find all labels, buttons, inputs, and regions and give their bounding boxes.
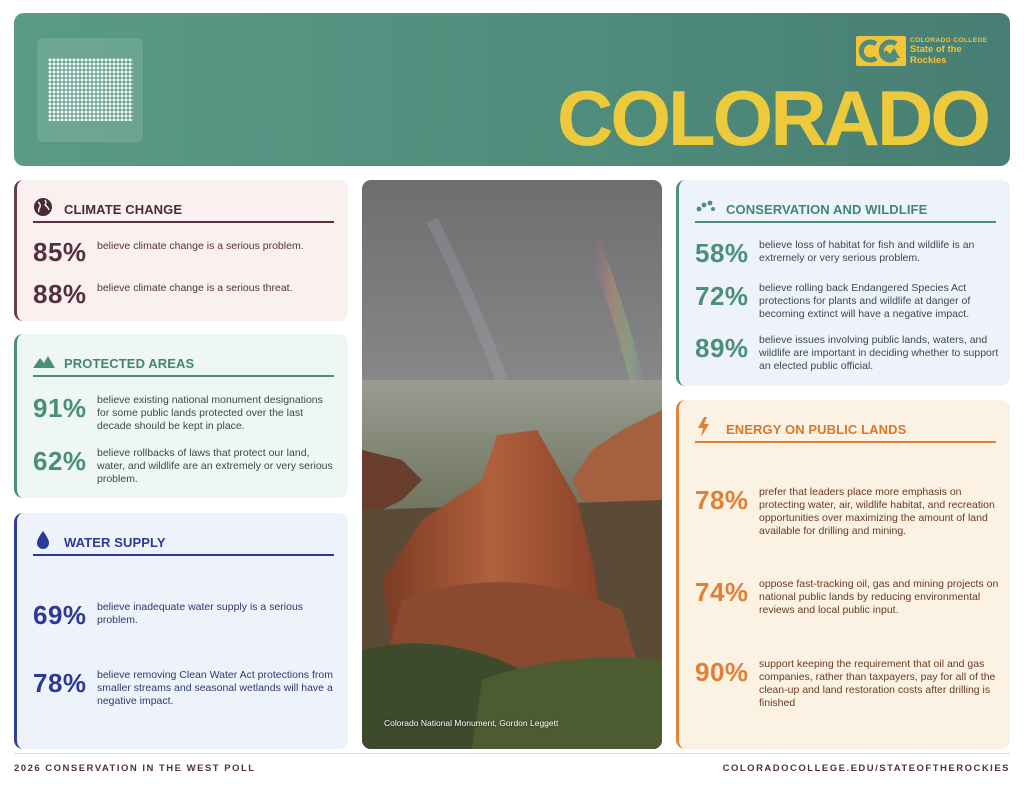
stat-text: support keeping the requirement that oil and gas companies, rather than taxpayers, pay for all of the clean-up and land restoration costs after drilling is finished <box>759 658 996 709</box>
card-header <box>33 347 334 375</box>
stat-item <box>695 658 1000 712</box>
stat-text: believe inadequate water supply is a serious problem. <box>97 601 304 626</box>
card-header <box>695 413 996 441</box>
footer-divider <box>14 753 1010 754</box>
brand-college: COLORADO COLLEGE <box>910 37 988 44</box>
divider <box>33 375 334 377</box>
card-title: CLIMATE CHANGE <box>64 202 183 217</box>
stat-value: 91% <box>33 393 87 423</box>
stat-item <box>33 238 338 268</box>
divider <box>695 221 996 223</box>
stat-text: believe rollbacks of laws that protect our land, water, and wildlife are an extremely or very serious problem. <box>97 447 333 485</box>
stat-value: 58% <box>695 238 749 268</box>
footer-website-link[interactable]: COLORADOCOLLEGE.EDU/STATEOFTHEROCKIES <box>722 763 1010 774</box>
stat-item <box>33 394 338 434</box>
stat-item <box>33 601 338 631</box>
stat-item <box>695 334 1000 376</box>
card-title: CONSERVATION AND WILDLIFE <box>726 202 928 217</box>
stat-text: believe removing Clean Water Act protections from smaller streams and seasonal wetlands will have a negative impact. <box>97 669 333 707</box>
stat-text: prefer that leaders place more emphasis on protecting water, air, wildlife habitat, and recreation opportunities over maximizing the amount of land available for drilling and mining. <box>759 486 995 537</box>
brand-line-1: State of the <box>910 44 962 55</box>
lightning-icon <box>695 417 717 437</box>
stat-text: believe loss of habitat for fish and wildlife is an extremely or very serious problem. <box>759 239 975 264</box>
stat-value: 88% <box>33 279 87 309</box>
stat-value: 78% <box>33 668 87 698</box>
card-title: PROTECTED AREAS <box>64 356 195 371</box>
stat-item <box>695 578 1000 620</box>
stat-item <box>33 447 338 487</box>
divider <box>695 441 996 443</box>
card-header <box>33 193 334 221</box>
footer-poll-title: 2026 CONSERVATION IN THE WEST POLL <box>14 763 256 774</box>
energy-public-lands-card <box>676 400 1010 749</box>
conservation-wildlife-card <box>676 180 1010 386</box>
stat-text: believe climate change is a serious problem. <box>97 240 304 252</box>
brand-logo[interactable] <box>856 36 996 66</box>
stat-value: 69% <box>33 600 87 630</box>
protected-areas-card <box>14 334 348 498</box>
divider <box>33 554 334 556</box>
stat-text: oppose fast-tracking oil, gas and mining projects on national public lands by reducing environmental reviews and local public input. <box>759 578 999 616</box>
stat-text: believe issues involving public lands, waters, and wildlife are important in deciding whether to support an elected public official. <box>759 334 999 372</box>
climate-change-card <box>14 180 348 321</box>
stat-text: believe rolling back Endangered Species Act protections for plants and wildlife at danger of becoming extinct will have a negative impact. <box>759 282 971 320</box>
state-map-tile <box>37 38 143 142</box>
stat-text: believe existing national monument designations for some public lands protected over the last decade should be kept in place. <box>97 394 323 432</box>
stat-item <box>695 486 1000 540</box>
water-supply-card <box>14 513 348 749</box>
card-title: ENERGY ON PUBLIC LANDS <box>726 422 907 437</box>
globe-icon <box>33 197 55 217</box>
stat-value: 74% <box>695 577 749 607</box>
card-title: WATER SUPPLY <box>64 535 166 550</box>
colorado-outline-icon <box>48 58 133 121</box>
stat-text: believe climate change is a serious threat. <box>97 282 293 294</box>
card-header <box>695 193 996 221</box>
cc-logo-icon <box>856 36 906 66</box>
stat-item <box>33 669 338 709</box>
photo-caption: Colorado National Monument, Gordon Leggett <box>384 718 559 728</box>
header-banner <box>14 13 1010 166</box>
stat-item <box>33 280 338 310</box>
stat-value: 72% <box>695 281 749 311</box>
paw-print-icon <box>695 197 717 217</box>
stat-item <box>695 282 1000 324</box>
water-drop-icon <box>33 530 55 550</box>
card-header <box>33 526 334 554</box>
brand-program <box>910 45 962 66</box>
stat-item <box>695 239 1000 269</box>
page-title: COLORADO <box>557 74 988 162</box>
landscape-image <box>362 180 662 749</box>
divider <box>33 221 334 223</box>
stat-value: 62% <box>33 446 87 476</box>
stat-value: 78% <box>695 485 749 515</box>
stat-value: 89% <box>695 333 749 363</box>
mountain-icon <box>33 351 55 371</box>
brand-line-2: Rockies <box>910 54 947 66</box>
monument-photo <box>362 180 662 749</box>
stat-value: 90% <box>695 657 749 687</box>
stat-value: 85% <box>33 237 87 267</box>
